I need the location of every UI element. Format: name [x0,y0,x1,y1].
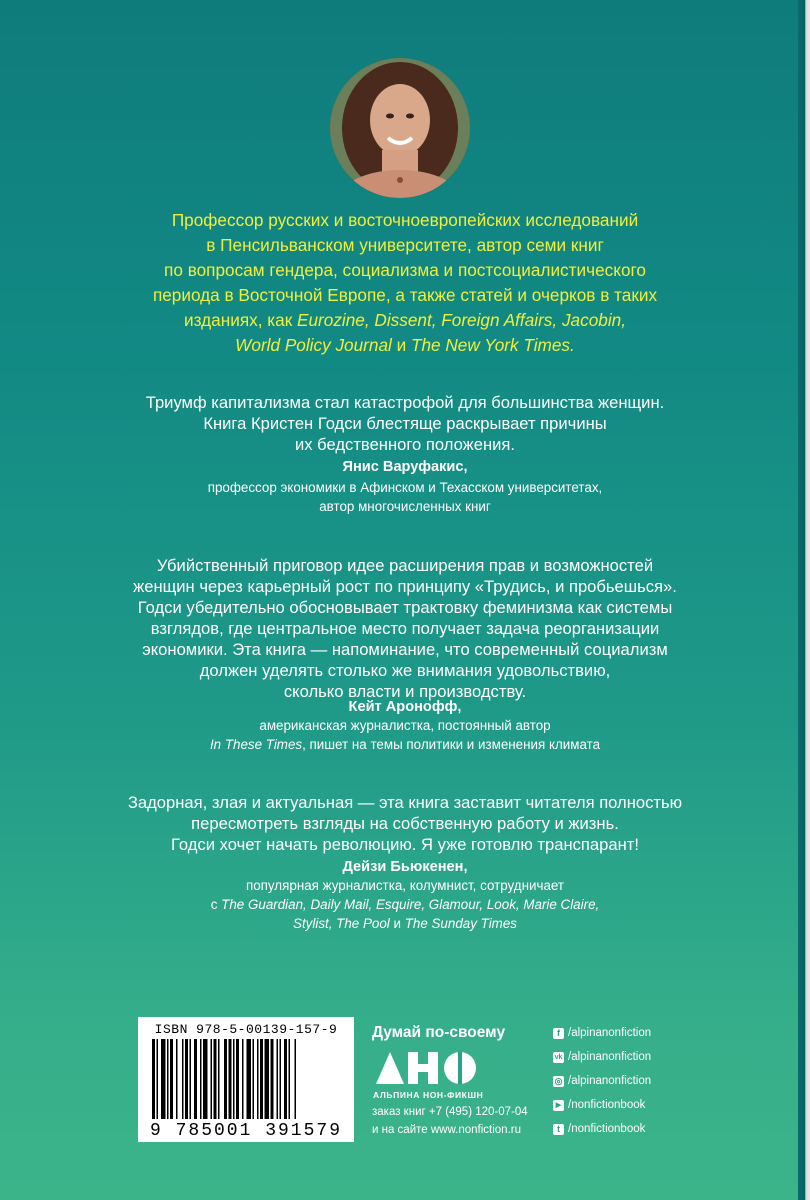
role-line: американская журналистка, постоянный автор [259,718,551,733]
role-line: популярная журналистка, колумнист, сотрудничает [245,878,565,893]
publisher-name: АЛЬПИНА НОН-ФИКШН [373,1090,484,1100]
barcode-bar [253,1039,255,1119]
role-line [60,895,750,914]
bio-line: в Пенсильванском университете, автор семи книг [206,235,604,255]
barcode-bar [280,1039,282,1119]
social-label: /nonfictionbook [568,1123,646,1135]
bio-publication: The New York Times. [410,335,575,355]
bio-line: Профессор русских и восточноевропейских исследований [171,210,639,230]
quote-line: Убийственный приговор идее расширения прав и возможностей [156,556,654,575]
barcode-bar [260,1039,263,1119]
instagram-icon: ◎ [554,1075,563,1086]
bio-line [80,333,730,358]
role-text: , пишет на темы политики и изменения климата [302,737,601,752]
barcode-bar [176,1039,178,1119]
publisher-logo [374,1050,478,1091]
quote-line: Книга Кристен Годси блестяще раскрывает причины [203,414,607,433]
bio-line [80,308,730,333]
social-label: /alpinanonfiction [568,1051,652,1063]
quote-line: Годси убедительно обосновывает трактовку феминизма как системы [137,598,673,617]
bio-line: по вопросам гендера, социализма и постсоциалистического [164,260,646,280]
quote-line: Триумф капитализма стал катастрофой для большинства женщин. [145,393,665,412]
role-publications: The Guardian, Daily Mail, Esquire, Glamour, Look, Marie Claire, [221,897,600,912]
review-author-3: Дейзи Бьюкенен, [342,859,468,875]
bio-line: периода в Восточной Европе, а также статей и очерков в таких [152,285,658,305]
role-text: и [389,916,405,931]
barcode-bars [152,1039,342,1119]
publisher-site[interactable]: и на сайте www.nonfiction.ru [372,1124,521,1136]
role-text: с [210,897,222,912]
author-photo [330,58,470,198]
bio-publication: World Policy Journal [235,335,392,355]
barcode-bar [284,1039,287,1119]
review-author-2: Кейт Аронофф, [348,699,462,715]
vk-icon: vk [554,1053,563,1061]
barcode-bar [170,1039,173,1119]
isbn-label: ISBN 978-5-00139-157-9 [154,1022,338,1037]
review-quote-1 [60,392,750,455]
social-vk[interactable] [553,1051,651,1063]
quote-line: должен уделять столько же внимания удовольствию, [199,661,611,680]
quote-line: сколько власти и производству. [283,682,527,701]
barcode-bar [211,1039,213,1119]
bio-publications: Eurozine, Dissent, Foreign Affairs, Jacobin, [297,310,626,330]
author-portrait-icon [330,58,470,198]
barcode-bar [214,1039,217,1119]
barcode-bar [229,1039,232,1119]
twitter-icon: t [553,1124,564,1135]
barcode-bar [236,1039,239,1119]
order-phone: заказ книг +7 (495) 120-07-04 [372,1106,528,1118]
isbn-barcode [138,1017,354,1142]
barcode-bar [247,1039,252,1119]
role-publication: The Sunday Times [404,916,517,931]
review-author-role-3 [60,876,750,933]
barcode-bar [167,1039,169,1119]
quote-line: взглядов, где центральное место получает задача реорганизации [150,619,660,638]
social-facebook[interactable] [553,1027,651,1039]
quote-line: Годси хочет начать революцию. Я уже готовлю транспарант! [171,835,639,854]
spine-edge [798,0,810,1200]
barcode-bar [242,1039,244,1119]
review-author-role-2 [60,716,750,754]
social-youtube[interactable] [553,1099,645,1111]
barcode-bar [203,1039,208,1119]
barcode-bar [182,1039,184,1119]
barcode-bar [224,1039,227,1119]
role-publication: In These Times [209,737,303,752]
quote-line: пересмотреть взгляды на собственную работу и жизнь. [191,814,619,833]
barcode-bar [257,1039,259,1119]
role-line: профессор экономики в Афинском и Техасском университетах, [207,480,603,495]
quote-line: их бедственного положения. [295,435,515,454]
quote-line: женщин через карьерный рост по принципу «Трудись, и пробьешься». [133,577,677,596]
barcode-bar [200,1039,202,1119]
publisher-slogan: Думай по-своему [372,1024,506,1041]
role-publications: Stylist, The Pool [293,916,390,931]
social-instagram[interactable] [553,1075,651,1087]
barcode-bar [265,1039,270,1119]
barcode-bar [185,1039,188,1119]
role-line: автор многочисленных книг [319,499,491,514]
role-line [60,735,750,754]
social-label: /alpinanonfiction [568,1075,652,1087]
barcode-bar [295,1039,297,1119]
barcode-bar [194,1039,197,1119]
barcode-bar [233,1039,235,1119]
barcode-bar [271,1039,274,1119]
bio-text: и [391,335,411,355]
bio-text: изданиях, как [184,310,298,330]
facebook-icon: f [553,1028,564,1039]
review-author-1: Янис Варуфакис, [342,459,468,475]
barcode-bar [152,1039,155,1119]
youtube-icon: ▶ [553,1100,564,1111]
barcode-bar [289,1039,291,1119]
quote-line: Задорная, злая и актуальная — эта книга заставит читателя полностью [127,793,683,812]
barcode-bar [190,1039,192,1119]
anf-logo-icon [374,1050,478,1086]
barcode-bar [218,1039,220,1119]
barcode-digits: 9 785001 391579 [149,1121,343,1141]
quote-line: экономики. Эта книга — напоминание, что современный социализм [142,640,668,659]
social-twitter[interactable] [553,1123,645,1135]
social-label: /nonfictionbook [568,1099,646,1111]
author-bio [80,208,730,358]
barcode-bar [161,1039,166,1119]
review-quote-2 [60,555,750,702]
review-author-role-1 [60,478,750,516]
social-label: /alpinanonfiction [568,1027,652,1039]
barcode-bar [277,1039,279,1119]
review-quote-3 [60,792,750,855]
role-line [60,914,750,933]
barcode-bar [157,1039,159,1119]
